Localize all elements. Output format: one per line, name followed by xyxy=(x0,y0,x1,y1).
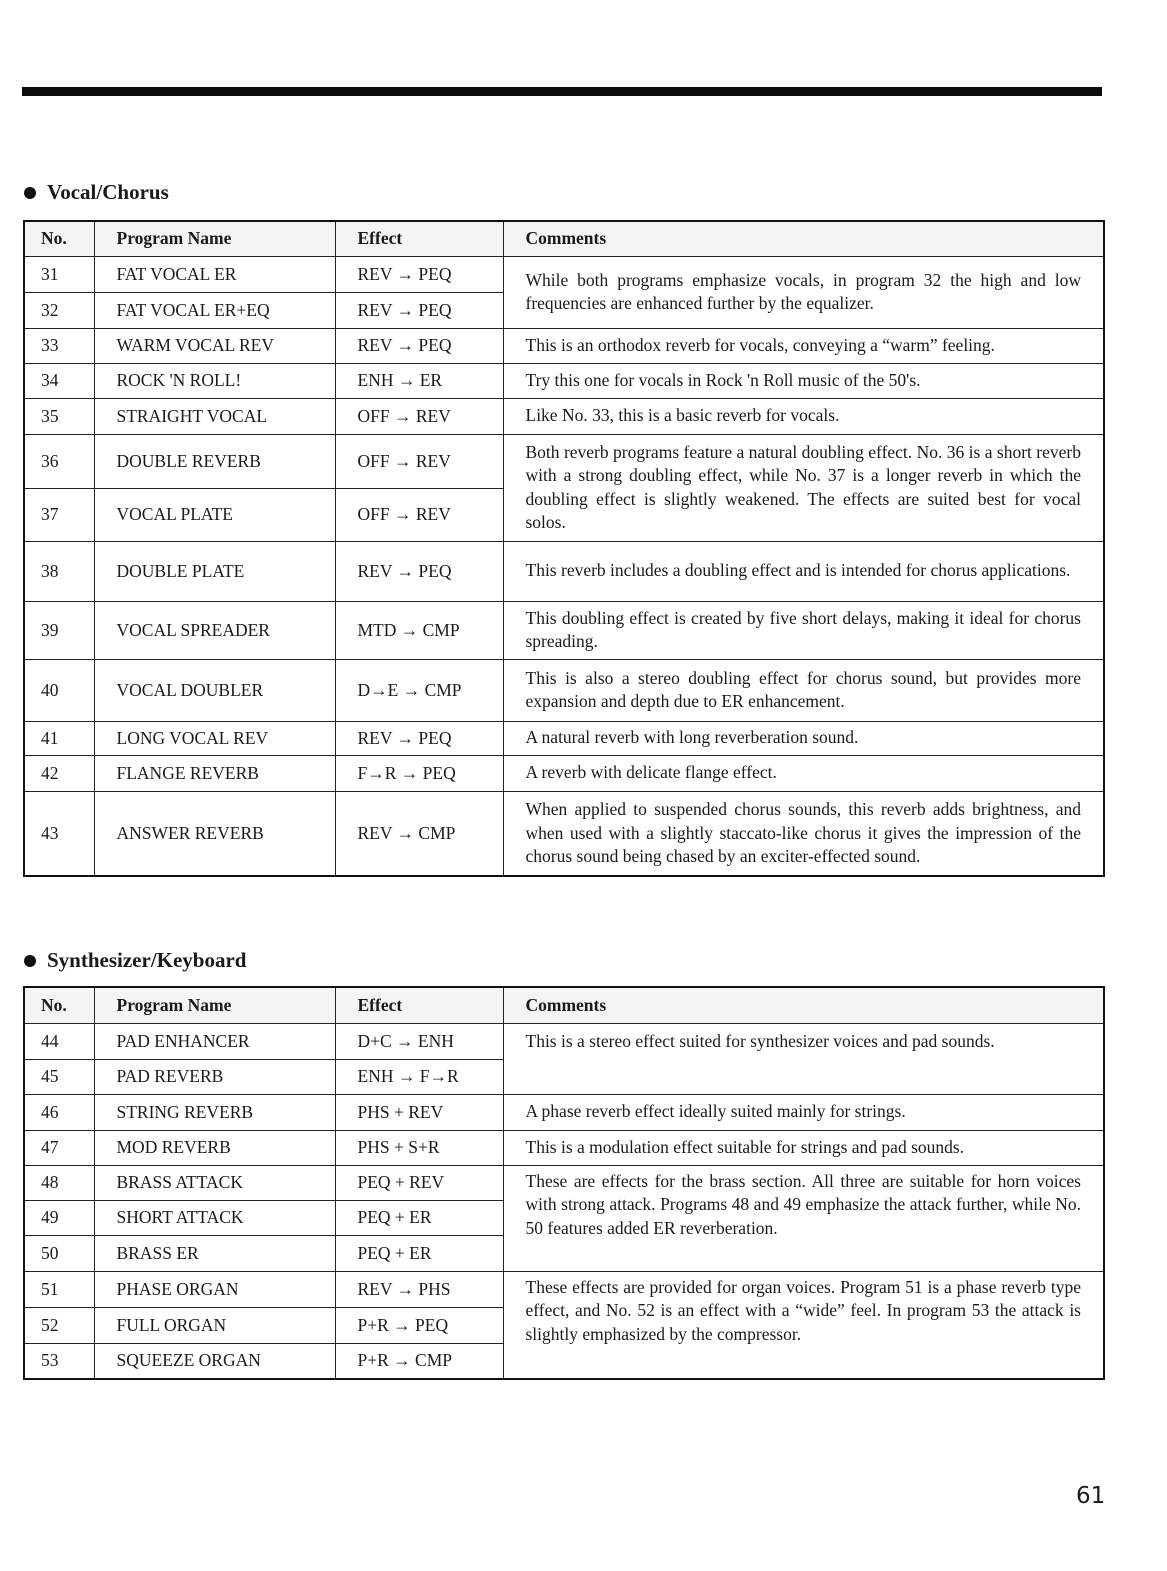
page-number: 61 xyxy=(1076,1483,1106,1509)
header-effect: Effect xyxy=(335,987,503,1023)
row-no: 35 xyxy=(24,398,94,434)
row-program-name: FLANGE REVERB xyxy=(94,755,335,791)
row-program-name: VOCAL SPREADER xyxy=(94,601,335,659)
row-effect: P+R → PEQ xyxy=(335,1307,503,1343)
table-row xyxy=(24,328,1104,363)
row-no: 53 xyxy=(24,1343,94,1379)
row-no: 45 xyxy=(24,1059,94,1094)
row-comment: Like No. 33, this is a basic reverb for vocals. xyxy=(503,398,1104,434)
table-header-row xyxy=(24,987,1104,1023)
table-row xyxy=(24,601,1104,659)
table-row xyxy=(24,659,1104,721)
row-effect: REV → CMP xyxy=(335,791,503,876)
row-comment: This is also a stereo doubling effect for chorus sound, but provides more expansion and depth due to ER enhancement. xyxy=(503,659,1104,721)
row-effect: PHS + REV xyxy=(335,1094,503,1130)
synthesizer-keyboard-table xyxy=(23,986,1105,1380)
row-program-name: SHORT ATTACK xyxy=(94,1200,335,1235)
row-no: 37 xyxy=(24,488,94,541)
row-comment: A natural reverb with long reverberation sound. xyxy=(503,721,1104,755)
row-effect: REV → PEQ xyxy=(335,256,503,292)
row-comment: When applied to suspended chorus sounds, this reverb adds brightness, and when used with a slightly staccato-like chorus it gives the impression of the chorus sound being chased by an exciter-effected sound. xyxy=(503,791,1104,876)
row-no: 51 xyxy=(24,1271,94,1307)
table-row xyxy=(24,721,1104,755)
row-effect: PEQ + ER xyxy=(335,1200,503,1235)
row-program-name: STRING REVERB xyxy=(94,1094,335,1130)
row-program-name: VOCAL PLATE xyxy=(94,488,335,541)
table-row xyxy=(24,434,1104,488)
row-no: 34 xyxy=(24,363,94,398)
row-comment: This is an orthodox reverb for vocals, conveying a “warm” feeling. xyxy=(503,328,1104,363)
header-no: No. xyxy=(24,987,94,1023)
table-row xyxy=(24,398,1104,434)
row-program-name: PHASE ORGAN xyxy=(94,1271,335,1307)
row-program-name: DOUBLE PLATE xyxy=(94,541,335,601)
header-program-name: Program Name xyxy=(94,987,335,1023)
section-title-text: Synthesizer/Keyboard xyxy=(47,948,247,972)
row-program-name: ANSWER REVERB xyxy=(94,791,335,876)
row-effect: REV → PEQ xyxy=(335,541,503,601)
row-effect: P+R → CMP xyxy=(335,1343,503,1379)
row-effect: REV → PHS xyxy=(335,1271,503,1307)
row-effect: OFF → REV xyxy=(335,398,503,434)
row-effect: D→E → CMP xyxy=(335,659,503,721)
row-comment: This is a modulation effect suitable for strings and pad sounds. xyxy=(503,1130,1104,1165)
row-comment: This doubling effect is created by five short delays, making it ideal for chorus spreading. xyxy=(503,601,1104,659)
table-row xyxy=(24,1165,1104,1200)
row-no: 43 xyxy=(24,791,94,876)
row-program-name: VOCAL DOUBLER xyxy=(94,659,335,721)
row-no: 44 xyxy=(24,1023,94,1059)
row-program-name: DOUBLE REVERB xyxy=(94,434,335,488)
header-effect: Effect xyxy=(335,221,503,256)
row-comment: These are effects for the brass section. All three are suitable for horn voices with strong attack. Programs 48 and 49 emphasize the attack further, while No. 50 features added ER reverberation. xyxy=(503,1165,1104,1271)
row-program-name: PAD REVERB xyxy=(94,1059,335,1094)
row-no: 33 xyxy=(24,328,94,363)
row-comment: Try this one for vocals in Rock 'n Roll music of the 50's. xyxy=(503,363,1104,398)
row-no: 46 xyxy=(24,1094,94,1130)
row-effect: D+C → ENH xyxy=(335,1023,503,1059)
row-program-name: FAT VOCAL ER+EQ xyxy=(94,292,335,328)
row-comment: A reverb with delicate flange effect. xyxy=(503,755,1104,791)
row-effect: REV → PEQ xyxy=(335,292,503,328)
row-program-name: PAD ENHANCER xyxy=(94,1023,335,1059)
row-no: 52 xyxy=(24,1307,94,1343)
table-row xyxy=(24,1023,1104,1059)
row-effect: F→R → PEQ xyxy=(335,755,503,791)
row-program-name: BRASS ER xyxy=(94,1235,335,1271)
row-effect: OFF → REV xyxy=(335,434,503,488)
row-program-name: FULL ORGAN xyxy=(94,1307,335,1343)
row-program-name: MOD REVERB xyxy=(94,1130,335,1165)
row-no: 49 xyxy=(24,1200,94,1235)
row-program-name: LONG VOCAL REV xyxy=(94,721,335,755)
row-program-name: SQUEEZE ORGAN xyxy=(94,1343,335,1379)
header-no: No. xyxy=(24,221,94,256)
row-effect: ENH → F→R xyxy=(335,1059,503,1094)
row-no: 50 xyxy=(24,1235,94,1271)
row-comment: This reverb includes a doubling effect and is intended for chorus applications. xyxy=(503,541,1104,601)
table-row xyxy=(24,256,1104,292)
header-comments: Comments xyxy=(503,221,1104,256)
row-program-name: STRAIGHT VOCAL xyxy=(94,398,335,434)
row-comment: This is a stereo effect suited for synthesizer voices and pad sounds. xyxy=(503,1023,1104,1094)
row-no: 47 xyxy=(24,1130,94,1165)
row-effect: OFF → REV xyxy=(335,488,503,541)
row-effect: ENH → ER xyxy=(335,363,503,398)
row-effect: REV → PEQ xyxy=(335,328,503,363)
row-no: 41 xyxy=(24,721,94,755)
vocal-chorus-table xyxy=(23,220,1105,877)
row-program-name: FAT VOCAL ER xyxy=(94,256,335,292)
table-header-row xyxy=(24,221,1104,256)
table-row xyxy=(24,1130,1104,1165)
section-title-synthesizer-keyboard xyxy=(24,948,247,973)
row-comment: A phase reverb effect ideally suited mainly for strings. xyxy=(503,1094,1104,1130)
row-program-name: BRASS ATTACK xyxy=(94,1165,335,1200)
row-comment: Both reverb programs feature a natural doubling effect. No. 36 is a short reverb with a strong doubling effect, while No. 37 is a longer reverb in which the doubling effect is slightly weakened. The effects are suited best for vocal solos. xyxy=(503,434,1104,541)
row-comment: While both programs emphasize vocals, in program 32 the high and low frequencies are enhanced further by the equalizer. xyxy=(503,256,1104,328)
row-effect: REV → PEQ xyxy=(335,721,503,755)
row-no: 38 xyxy=(24,541,94,601)
row-no: 39 xyxy=(24,601,94,659)
bullet-icon xyxy=(24,955,36,967)
table-row xyxy=(24,541,1104,601)
row-no: 36 xyxy=(24,434,94,488)
row-no: 40 xyxy=(24,659,94,721)
row-effect: MTD → CMP xyxy=(335,601,503,659)
bullet-icon xyxy=(24,187,36,199)
row-effect: PEQ + REV xyxy=(335,1165,503,1200)
row-no: 42 xyxy=(24,755,94,791)
row-no: 32 xyxy=(24,292,94,328)
section-title-vocal-chorus xyxy=(24,180,169,205)
table-row xyxy=(24,1094,1104,1130)
header-program-name: Program Name xyxy=(94,221,335,256)
row-no: 48 xyxy=(24,1165,94,1200)
top-rule xyxy=(22,87,1102,96)
row-effect: PEQ + ER xyxy=(335,1235,503,1271)
row-no: 31 xyxy=(24,256,94,292)
row-program-name: WARM VOCAL REV xyxy=(94,328,335,363)
row-effect: PHS + S+R xyxy=(335,1130,503,1165)
table-row xyxy=(24,1271,1104,1307)
section-title-text: Vocal/Chorus xyxy=(47,180,169,204)
row-program-name: ROCK 'N ROLL! xyxy=(94,363,335,398)
header-comments: Comments xyxy=(503,987,1104,1023)
table-row xyxy=(24,791,1104,876)
table-row xyxy=(24,363,1104,398)
table-row xyxy=(24,755,1104,791)
row-comment: These effects are provided for organ voices. Program 51 is a phase reverb type effect, and No. 52 is an effect with a “wide” feel. In program 53 the attack is slightly emphasized by the compressor. xyxy=(503,1271,1104,1379)
